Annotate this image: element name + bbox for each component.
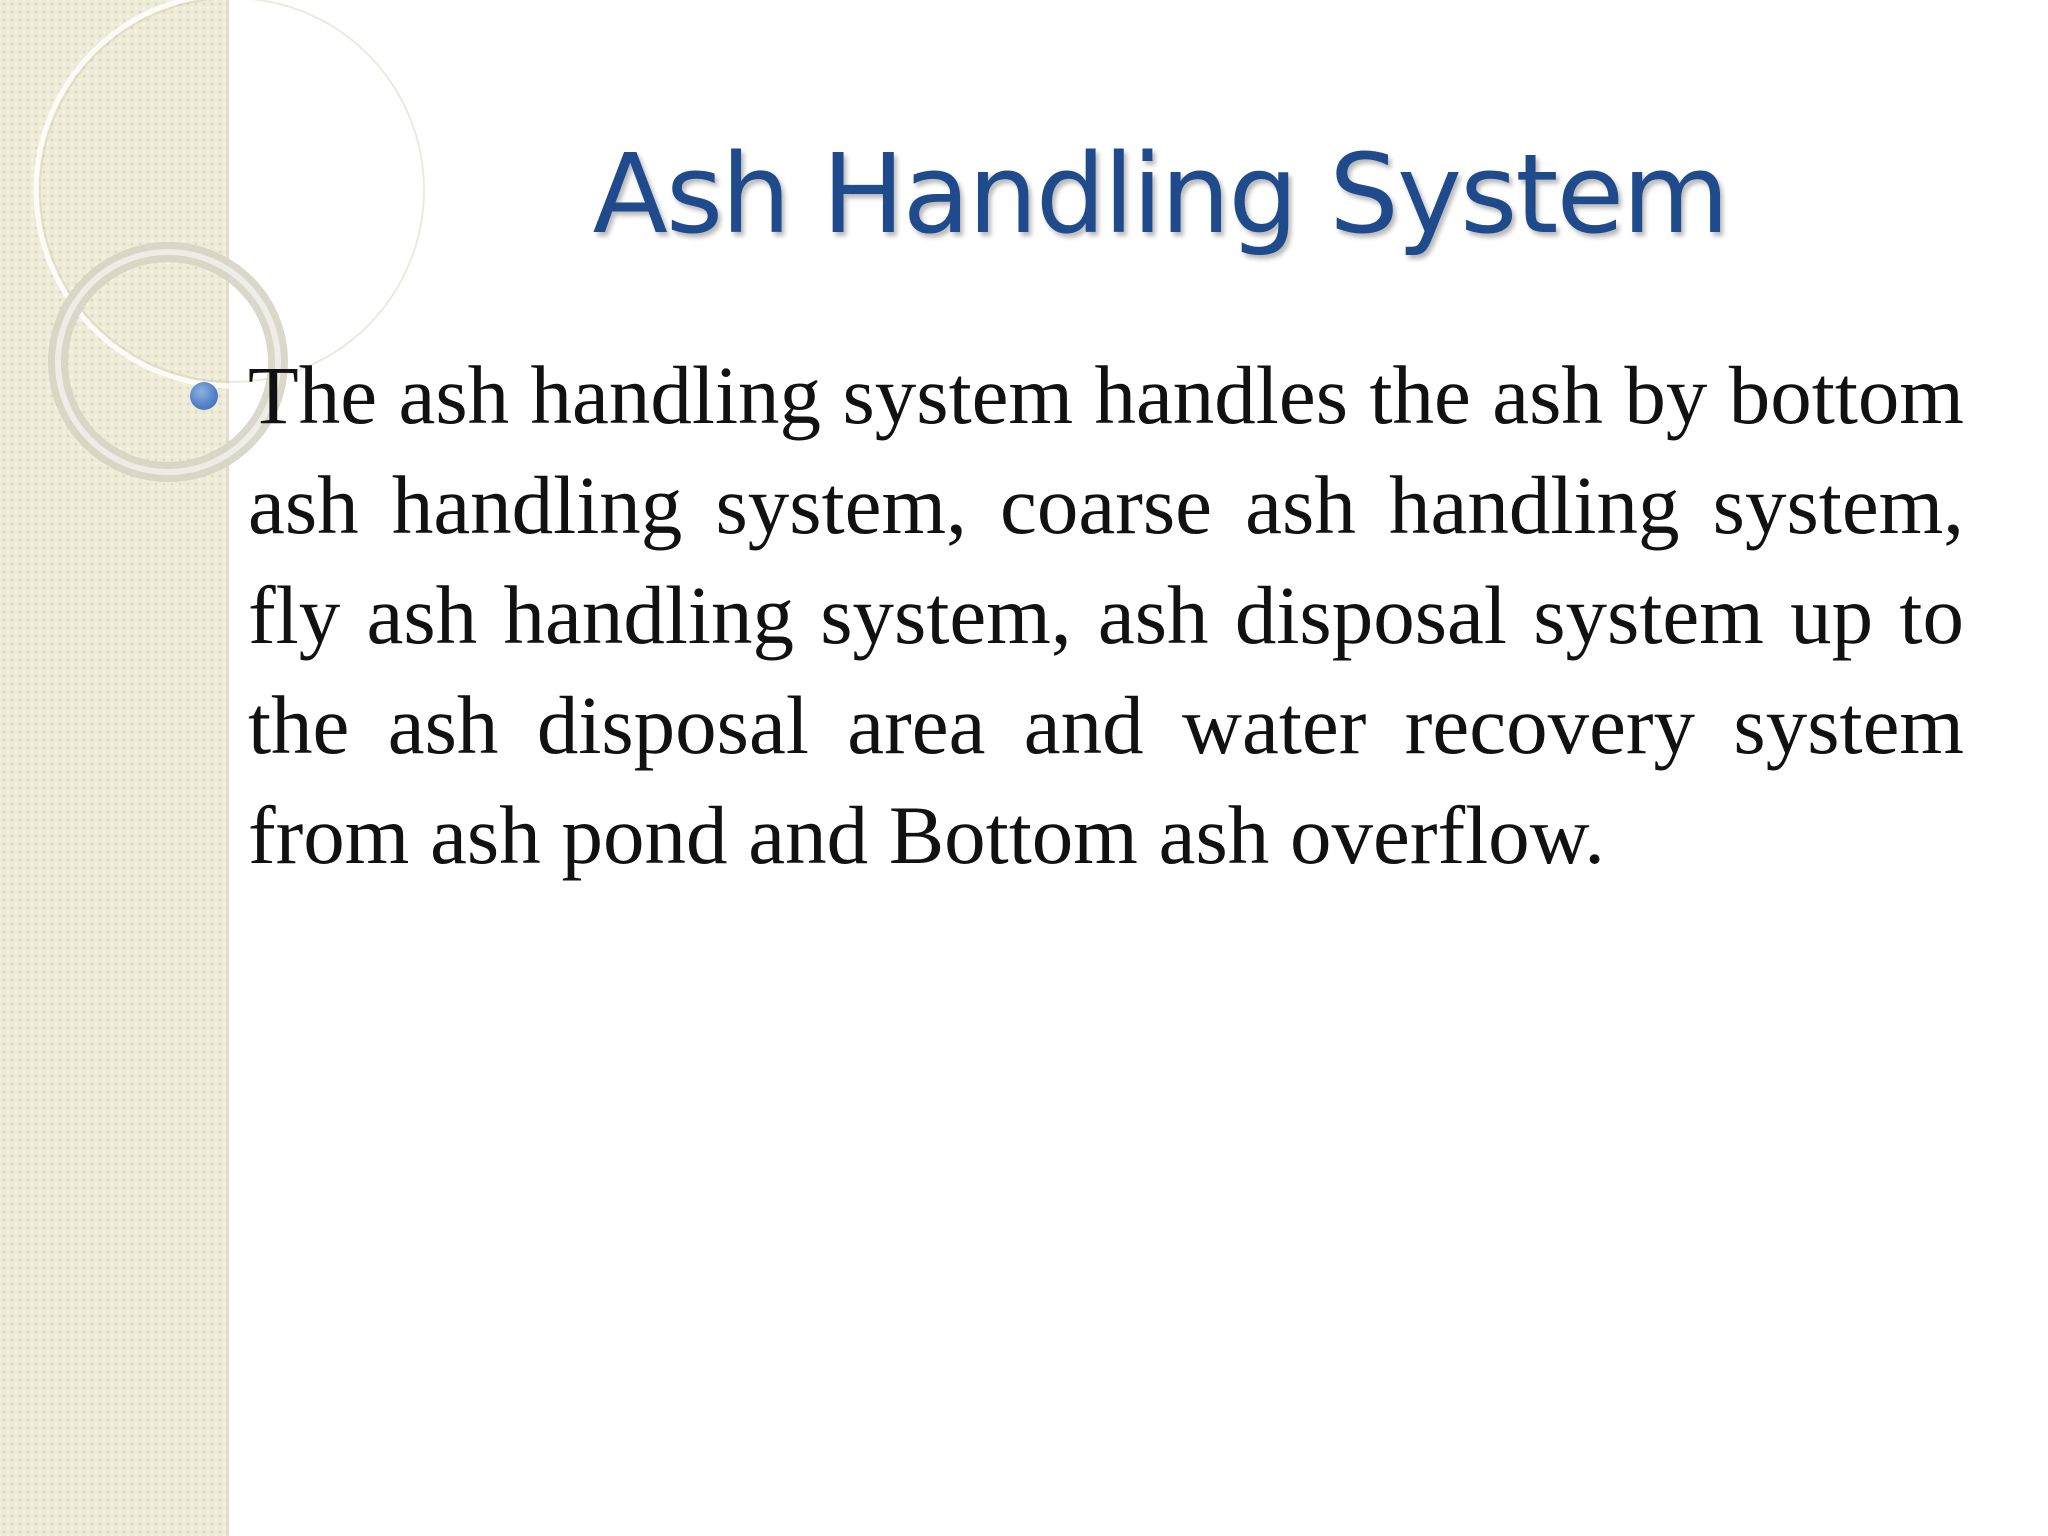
large-decorative-ring (36, 0, 428, 386)
bullet-text: The ash handling system handles the ash by bottom ash handling system, coarse ash handling system, fly ash handling system, ash disposal system up to the ash disposal area and water recovery system from ash pond and Bottom ash overflow. (248, 349, 1964, 881)
slide-title: Ash Handling System (592, 130, 1728, 258)
bullet-dot-icon (190, 382, 218, 410)
bullet-list (178, 340, 1964, 890)
bullet-item (178, 340, 1964, 890)
large-decorative-ring-shade (40, 0, 424, 382)
